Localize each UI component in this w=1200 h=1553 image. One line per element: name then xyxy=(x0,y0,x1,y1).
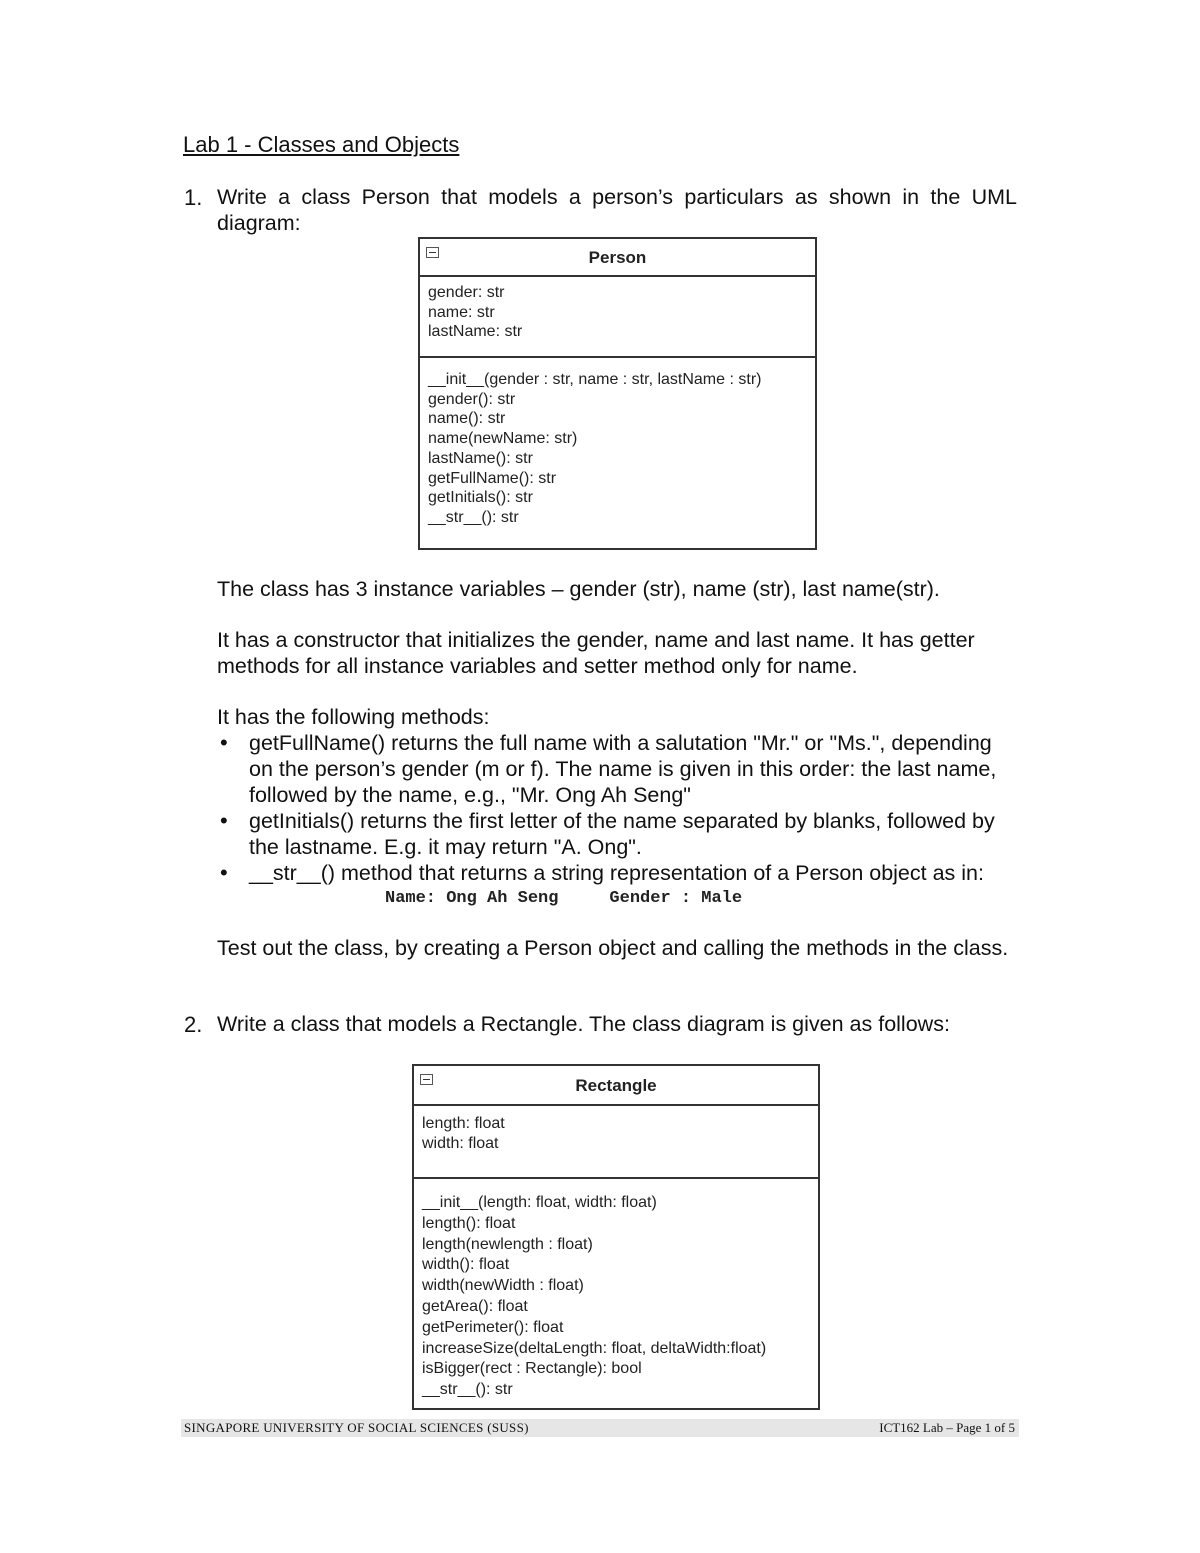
uml-method: length(newlength : float) xyxy=(422,1235,593,1253)
uml-rectangle-methods xyxy=(414,1179,818,1407)
uml-attribute: gender: str xyxy=(428,284,505,301)
code-example: Name: Ong Ah Seng Gender : Male xyxy=(385,889,743,908)
uml-attribute: name: str xyxy=(428,303,495,321)
uml-method: getInitials(): str xyxy=(428,489,533,507)
uml-method: __init__(length: float, width: float) xyxy=(422,1194,657,1211)
uml-method: getFullName(): str xyxy=(428,469,557,487)
uml-method: name(newName: str) xyxy=(428,430,578,448)
footer-university: SINGAPORE UNIVERSITY OF SOCIAL SCIENCES (SUSS) xyxy=(184,1420,529,1435)
uml-rectangle-class xyxy=(412,1064,820,1410)
uml-method: getPerimeter(): float xyxy=(422,1318,564,1336)
uml-method: isBigger(rect : Rectangle): bool xyxy=(422,1360,642,1378)
uml-rectangle-class-name: Rectangle xyxy=(575,1076,657,1095)
uml-method: __init__(gender : str, name : str, lastName : str) xyxy=(428,371,762,388)
bullet-getfullname: getFullName() returns the full name with a salutation "Mr." or "Ms.", depending on the person’s gender (m or f). The name is given in this order: the last name, followed by the name, e.g., "Mr. Ong Ah Seng" xyxy=(249,731,997,807)
uml-person-class-name: Person xyxy=(588,248,647,267)
collapse-icon xyxy=(420,1074,433,1085)
page-footer xyxy=(181,1419,1019,1437)
uml-person-methods xyxy=(420,358,815,534)
question-1-number: 1. xyxy=(184,185,203,210)
uml-method: width(newWidth : float) xyxy=(422,1277,584,1295)
uml-method: __str__(): str xyxy=(422,1381,513,1399)
uml-method: __str__(): str xyxy=(428,508,519,526)
bullet-getinitials: getInitials() returns the first letter of the name separated by blanks, followed by the lastname. E.g. it may return "A. Ong". xyxy=(249,809,995,859)
bullet-icon: • xyxy=(220,860,228,885)
uml-person-class xyxy=(418,237,817,550)
uml-method: lastName(): str xyxy=(428,449,533,467)
uml-method: getArea(): float xyxy=(422,1297,528,1315)
q1-methods-intro: It has the following methods: xyxy=(217,705,490,729)
question-2-intro: Write a class that models a Rectangle. The class diagram is given as follows: xyxy=(217,1012,950,1036)
uml-method: increaseSize(deltaLength: float, deltaWidth:float) xyxy=(422,1339,767,1357)
bullet-icon: • xyxy=(220,730,228,755)
question-1-intro: Write a class Person that models a person’s particulars as shown in the UML diagram: xyxy=(217,185,1017,235)
uml-attribute: width: float xyxy=(422,1134,499,1152)
uml-rectangle-attributes xyxy=(414,1106,818,1179)
question-2-number: 2. xyxy=(184,1012,203,1037)
uml-person-header xyxy=(420,239,815,277)
uml-method: gender(): str xyxy=(428,390,516,408)
bullet-str: __str__() method that returns a string representation of a Person object as in: xyxy=(249,861,984,885)
uml-rectangle-header xyxy=(414,1066,818,1106)
page-title: Lab 1 - Classes and Objects xyxy=(183,132,460,157)
uml-method: name(): str xyxy=(428,410,506,428)
q1-test-text: Test out the class, by creating a Person object and calling the methods in the class. xyxy=(217,936,1009,960)
footer-page-number: ICT162 Lab – Page 1 of 5 xyxy=(879,1420,1015,1435)
uml-method: length(): float xyxy=(422,1214,516,1232)
collapse-icon xyxy=(426,247,439,258)
uml-person-attributes xyxy=(420,277,815,358)
uml-attribute: lastName: str xyxy=(428,323,523,341)
q1-constructor-text: It has a constructor that initializes the gender, name and last name. It has getter methods for all instance variables and setter method only for name. xyxy=(217,628,975,678)
uml-method: width(): float xyxy=(422,1256,510,1274)
q1-instance-variables-text: The class has 3 instance variables – gender (str), name (str), last name(str). xyxy=(217,577,940,601)
uml-attribute: length: float xyxy=(422,1115,505,1132)
bullet-icon: • xyxy=(220,808,228,833)
